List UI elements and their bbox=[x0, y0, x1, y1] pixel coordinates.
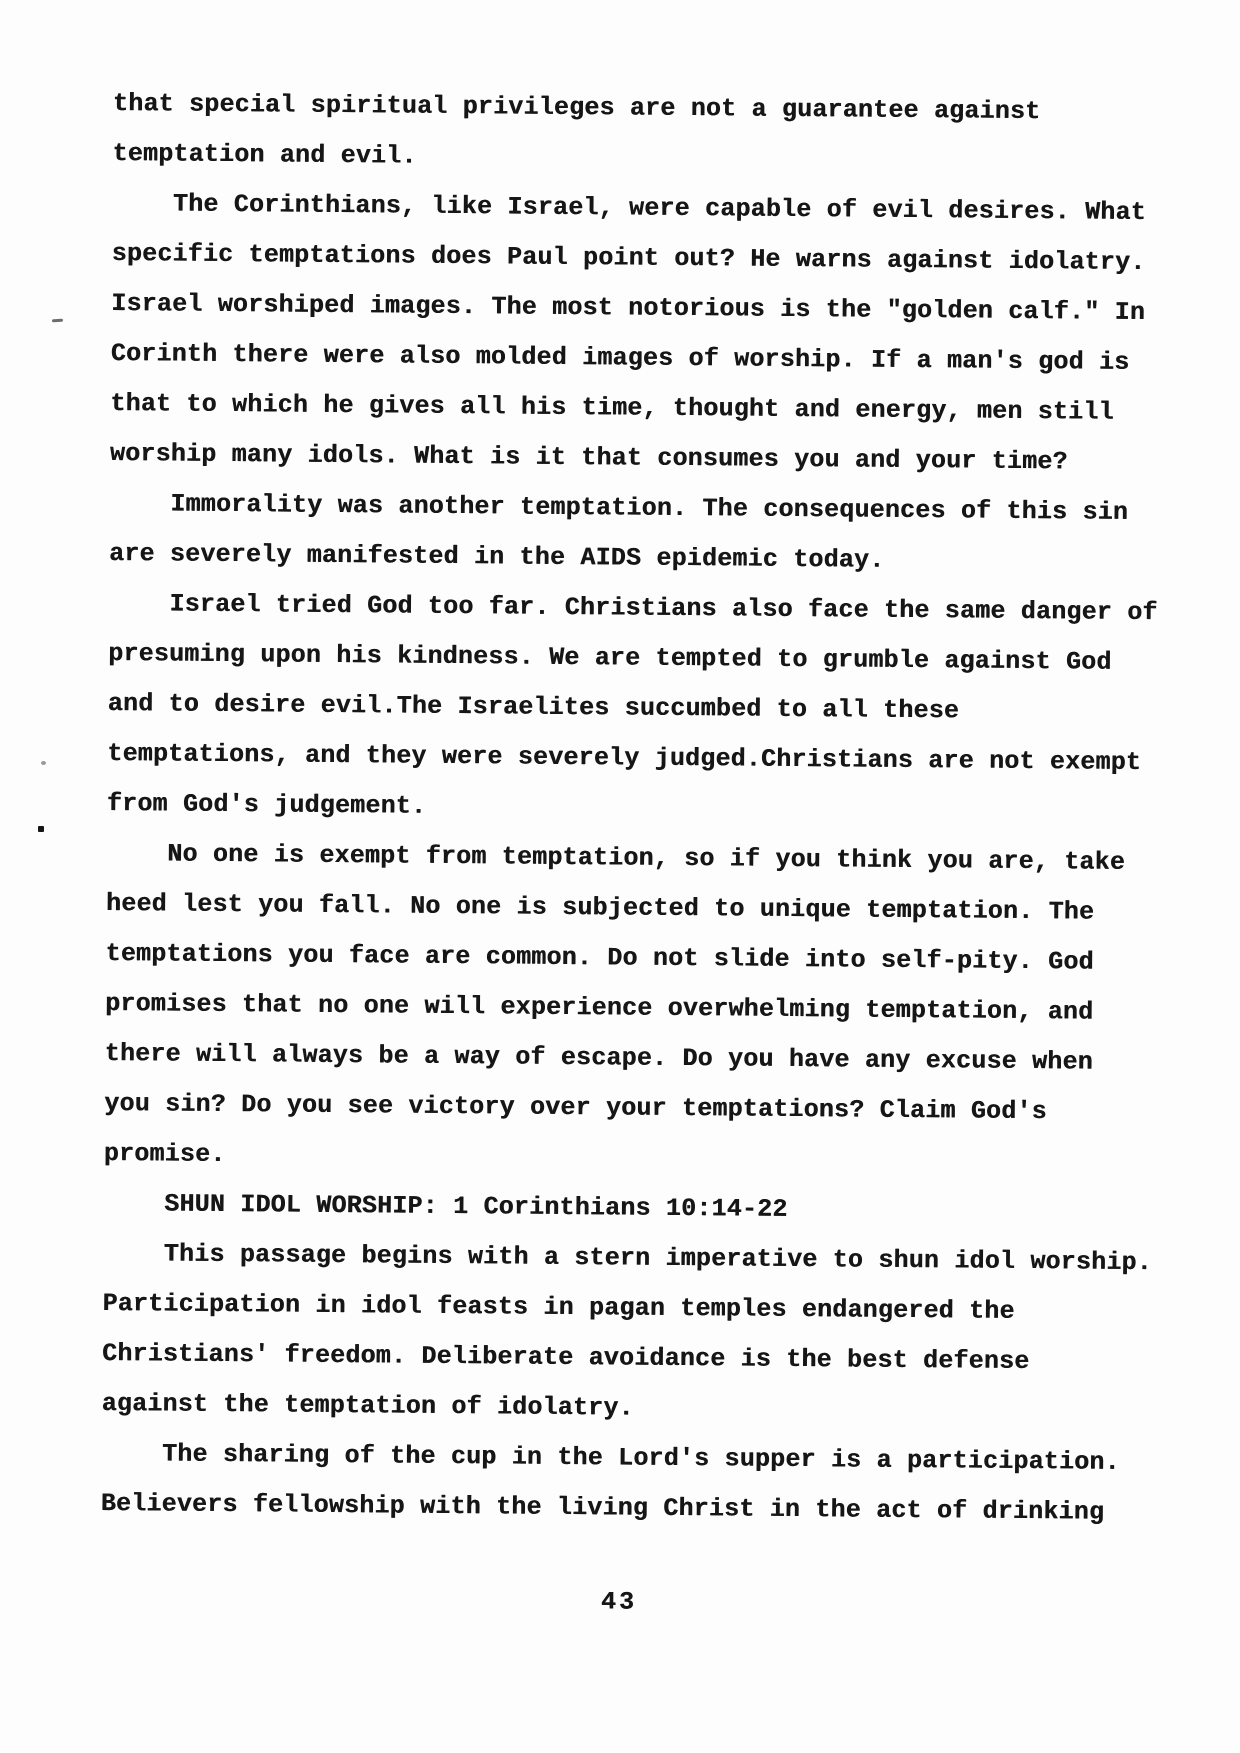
text-line: heed lest you fall. No one is subjected to unique temptation. The bbox=[105, 888, 1095, 927]
text-line: temptations you face are common. Do not slide into self-pity. God bbox=[105, 938, 1094, 977]
text-line: Believers fellowship with the living Christ in the act of drinking bbox=[100, 1488, 1105, 1527]
text-line: Participation in idol feasts in pagan temples endangered the bbox=[102, 1288, 1015, 1326]
text-line: you sin? Do you see victory over your temptations? Claim God's bbox=[104, 1088, 1047, 1127]
text-line: specific temptations does Paul point out? He warns against idolatry. bbox=[111, 238, 1146, 278]
text-line: The Corinthians, like Israel, were capable of evil desires. What bbox=[111, 188, 1146, 228]
text-line: that to which he gives all his time, thought and energy, men still bbox=[110, 388, 1114, 427]
text-line: No one is exempt from temptation, so if you think you are, take bbox=[106, 838, 1126, 877]
text-line: against the temptation of idolatry. bbox=[101, 1388, 634, 1423]
text-line: Israel worshiped images. The most notorious is the "golden calf." In bbox=[111, 288, 1146, 328]
text-line: Corinth there were also molded images of worship. If a man's god is bbox=[110, 338, 1130, 377]
text-line: temptations, and they were severely judged.Christians are not exempt bbox=[107, 738, 1142, 777]
body-text bbox=[100, 79, 1158, 1538]
text-line: SHUN IDOL WORSHIP: 1 Corinthians 10:14-22 bbox=[103, 1188, 788, 1224]
text-line: Immorality was another temptation. The consequences of this sin bbox=[109, 488, 1129, 527]
text-line: and to desire evil.The Israelites succumbed to all these bbox=[107, 688, 960, 726]
text-line: presuming upon his kindness. We are tempted to grumble against God bbox=[108, 638, 1112, 677]
text-line: promises that no one will experience overwhelming temptation, and bbox=[104, 988, 1094, 1027]
text-line: that special spiritual privileges are not a guarantee against bbox=[112, 89, 1041, 127]
text-line: temptation and evil. bbox=[112, 138, 417, 171]
text-line: there will always be a way of escape. Do you have any excuse when bbox=[104, 1038, 1093, 1077]
text-line: This passage begins with a stern imperative to shun idol worship. bbox=[102, 1238, 1152, 1278]
page-number: 43 bbox=[600, 1587, 638, 1617]
text-line: worship many idols. What is it that consumes you and your time? bbox=[109, 438, 1068, 477]
text-line: Christians' freedom. Deliberate avoidance is the best defense bbox=[101, 1338, 1030, 1377]
text-line: Israel tried God too far. Christians also face the same danger of bbox=[108, 588, 1158, 628]
text-line: The sharing of the cup in the Lord's supper is a participation. bbox=[101, 1438, 1120, 1477]
text-line: from God's judgement. bbox=[106, 788, 427, 821]
text-line: are severely manifested in the AIDS epidemic today. bbox=[108, 538, 885, 575]
text-line: promise. bbox=[103, 1138, 226, 1170]
